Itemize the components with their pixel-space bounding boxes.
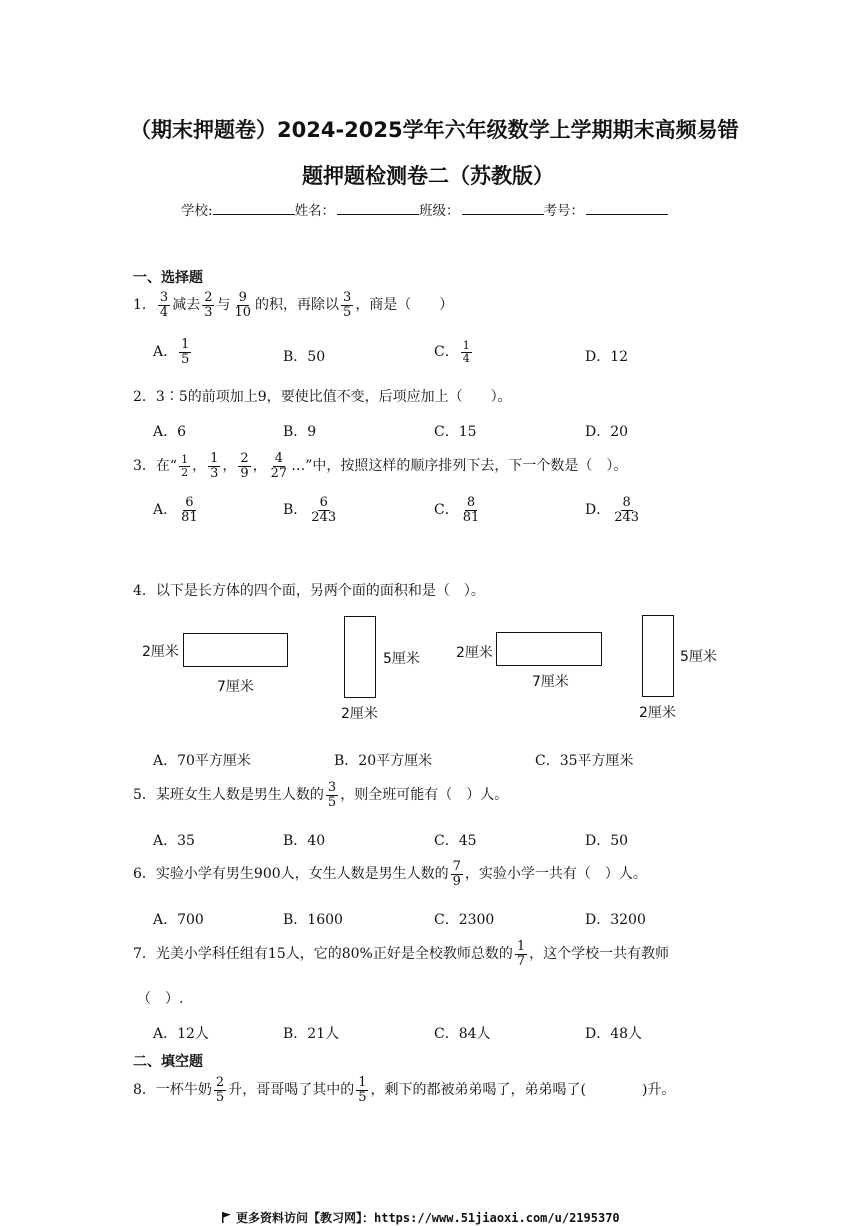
q2-option-c[interactable]: C．15 bbox=[434, 424, 477, 440]
q1-option-b[interactable]: B．50 bbox=[283, 349, 326, 365]
q6-option-d[interactable]: D．3200 bbox=[585, 912, 646, 928]
q5-option-b[interactable]: B．40 bbox=[283, 833, 326, 849]
q7-option-c[interactable]: C．84人 bbox=[434, 1026, 491, 1042]
rect1-height-label: 2厘米 bbox=[142, 644, 179, 660]
q6-option-b[interactable]: B．1600 bbox=[283, 912, 343, 928]
page-title-line2: 题押题检测卷二（苏教版） bbox=[302, 164, 554, 188]
class-label: 班级： bbox=[419, 203, 460, 219]
q4-option-c[interactable]: C．35平方厘米 bbox=[535, 753, 634, 769]
class-blank[interactable] bbox=[462, 214, 544, 215]
question-4: 4．以下是长方体的四个面，另两个面的面积和是（ ）。 bbox=[133, 583, 485, 599]
q3-option-a[interactable]: A． $\frac{6}{81}$ bbox=[153, 495, 198, 525]
fraction: $\frac{1}{2}$ bbox=[181, 453, 189, 479]
question-8: 8．一杯牛奶 $\frac{2}{5}$ 升，哥哥喝了其中的 $\frac{1}{5}$ ，剩下的都被弟弟喝了，弟弟喝了( )升。 bbox=[133, 1075, 676, 1105]
q7-option-a[interactable]: A．12人 bbox=[153, 1026, 209, 1042]
school-blank[interactable] bbox=[213, 214, 295, 215]
fraction: $\frac{2}{5}$ bbox=[215, 1075, 225, 1105]
fraction: $\frac{8}{81}$ bbox=[462, 495, 480, 525]
rect1-width-label: 7厘米 bbox=[217, 679, 254, 695]
q1-option-c[interactable]: C． $\frac{1}{4}$ bbox=[434, 339, 470, 365]
fraction: $\frac{1}{5}$ bbox=[181, 337, 190, 367]
q3-option-b[interactable]: B． $\frac{6}{243}$ bbox=[283, 495, 337, 525]
fraction: $\frac{7}{9}$ bbox=[452, 859, 461, 889]
q3-option-c[interactable]: C． $\frac{8}{81}$ bbox=[434, 495, 480, 525]
fraction: $\frac{2}{9}$ bbox=[240, 451, 249, 481]
q3-option-d[interactable]: D． $\frac{8}{243}$ bbox=[585, 495, 640, 525]
q2-option-d[interactable]: D．20 bbox=[585, 424, 629, 440]
rect4-width-label: 2厘米 bbox=[639, 705, 676, 721]
rect3-height-label: 2厘米 bbox=[456, 645, 493, 661]
fraction: $\frac{6}{81}$ bbox=[181, 495, 198, 525]
q6-option-c[interactable]: C．2300 bbox=[434, 912, 495, 928]
rect1-face bbox=[183, 633, 288, 667]
question-3: 3．在“ $\frac{1}{2}$ ， $\frac{1}{3}$ ， $\frac{2}{9}$ ， $\frac{4}{27}$ …”中，按照这样的顺序排列下去，下一个数是（ ）。 bbox=[133, 451, 628, 481]
fraction: $\frac{3}{5}$ bbox=[327, 780, 337, 810]
fraction: $\frac{9}{10}$ bbox=[234, 290, 252, 320]
name-label: 姓名： bbox=[294, 203, 336, 219]
footer-link[interactable]: 更多资料访问【教习网】：https://www.51jiaoxi.com/u/2195370 bbox=[236, 1211, 620, 1225]
rect4-face bbox=[642, 615, 674, 697]
question-7: 7．光美小学科任组有15人，它的80%正好是全校教师总数的 $\frac{1}{7}$ ，这个学校一共有教师 bbox=[133, 939, 670, 969]
fraction: $\frac{4}{27}$ bbox=[270, 451, 288, 481]
flag-icon bbox=[222, 1212, 232, 1226]
q2-option-a[interactable]: A．6 bbox=[153, 424, 187, 440]
question-2: 2．3∶5的前项加上9，要使比值不变，后项应加上（ ）。 bbox=[133, 389, 512, 405]
q5-option-d[interactable]: D．50 bbox=[585, 833, 629, 849]
question-7-continuation: （ ）. bbox=[137, 991, 184, 1007]
rect4-height-label: 5厘米 bbox=[680, 649, 717, 665]
question-1: 1． $\frac{3}{4}$ 减去 $\frac{2}{3}$ 与 $\frac{9}{10}$ 的积，再除以 $\frac{3}{5}$ ，商是（ ） bbox=[133, 290, 454, 320]
rect2-height-label: 5厘米 bbox=[383, 651, 420, 667]
q5-option-c[interactable]: C．45 bbox=[434, 833, 477, 849]
section-heading-choice: 一、选择题 bbox=[133, 270, 203, 286]
section-heading-fill: 二、填空题 bbox=[133, 1054, 203, 1070]
q7-option-d[interactable]: D．48人 bbox=[585, 1026, 643, 1042]
fraction: $\frac{2}{3}$ bbox=[204, 290, 213, 320]
rect3-face bbox=[496, 632, 602, 666]
fraction: $\frac{1}{7}$ bbox=[516, 939, 526, 969]
fraction: $\frac{6}{243}$ bbox=[311, 495, 337, 525]
rect3-width-label: 7厘米 bbox=[532, 674, 569, 690]
q1-option-a[interactable]: A． $\frac{1}{5}$ bbox=[153, 337, 190, 367]
footer bbox=[222, 1209, 620, 1226]
fraction: $\frac{1}{3}$ bbox=[210, 451, 219, 481]
fraction: $\frac{1}{5}$ bbox=[358, 1075, 367, 1105]
q2-option-b[interactable]: B．9 bbox=[283, 424, 317, 440]
fraction: $\frac{3}{5}$ bbox=[343, 290, 352, 320]
rect2-face bbox=[344, 616, 376, 698]
number-label: 考号： bbox=[543, 203, 585, 219]
question-5: 5．某班女生人数是男生人数的 $\frac{3}{5}$ ，则全班可能有（ ）人。 bbox=[133, 780, 509, 810]
fraction: $\frac{3}{4}$ bbox=[159, 290, 169, 320]
fraction: $\frac{1}{4}$ bbox=[462, 339, 470, 365]
number-blank[interactable] bbox=[586, 214, 668, 215]
rect2-width-label: 2厘米 bbox=[341, 706, 378, 722]
fraction: $\frac{8}{243}$ bbox=[614, 495, 640, 525]
question-6: 6．实验小学有男生900人，女生人数是男生人数的 $\frac{7}{9}$ ，实验小学一共有（ ）人。 bbox=[133, 859, 647, 889]
school-label: 学校: bbox=[181, 203, 213, 219]
q1-option-d[interactable]: D．12 bbox=[585, 349, 629, 365]
q7-option-b[interactable]: B．21人 bbox=[283, 1026, 340, 1042]
q5-option-a[interactable]: A．35 bbox=[153, 833, 195, 849]
q4-option-a[interactable]: A．70平方厘米 bbox=[153, 753, 251, 769]
student-info-row bbox=[181, 199, 668, 219]
q6-option-a[interactable]: A．700 bbox=[153, 912, 204, 928]
name-blank[interactable] bbox=[337, 214, 419, 215]
q4-option-b[interactable]: B．20平方厘米 bbox=[334, 753, 433, 769]
page-title-line1: （期末押题卷）2024-2025学年六年级数学上学期期末高频易错 bbox=[130, 118, 739, 142]
